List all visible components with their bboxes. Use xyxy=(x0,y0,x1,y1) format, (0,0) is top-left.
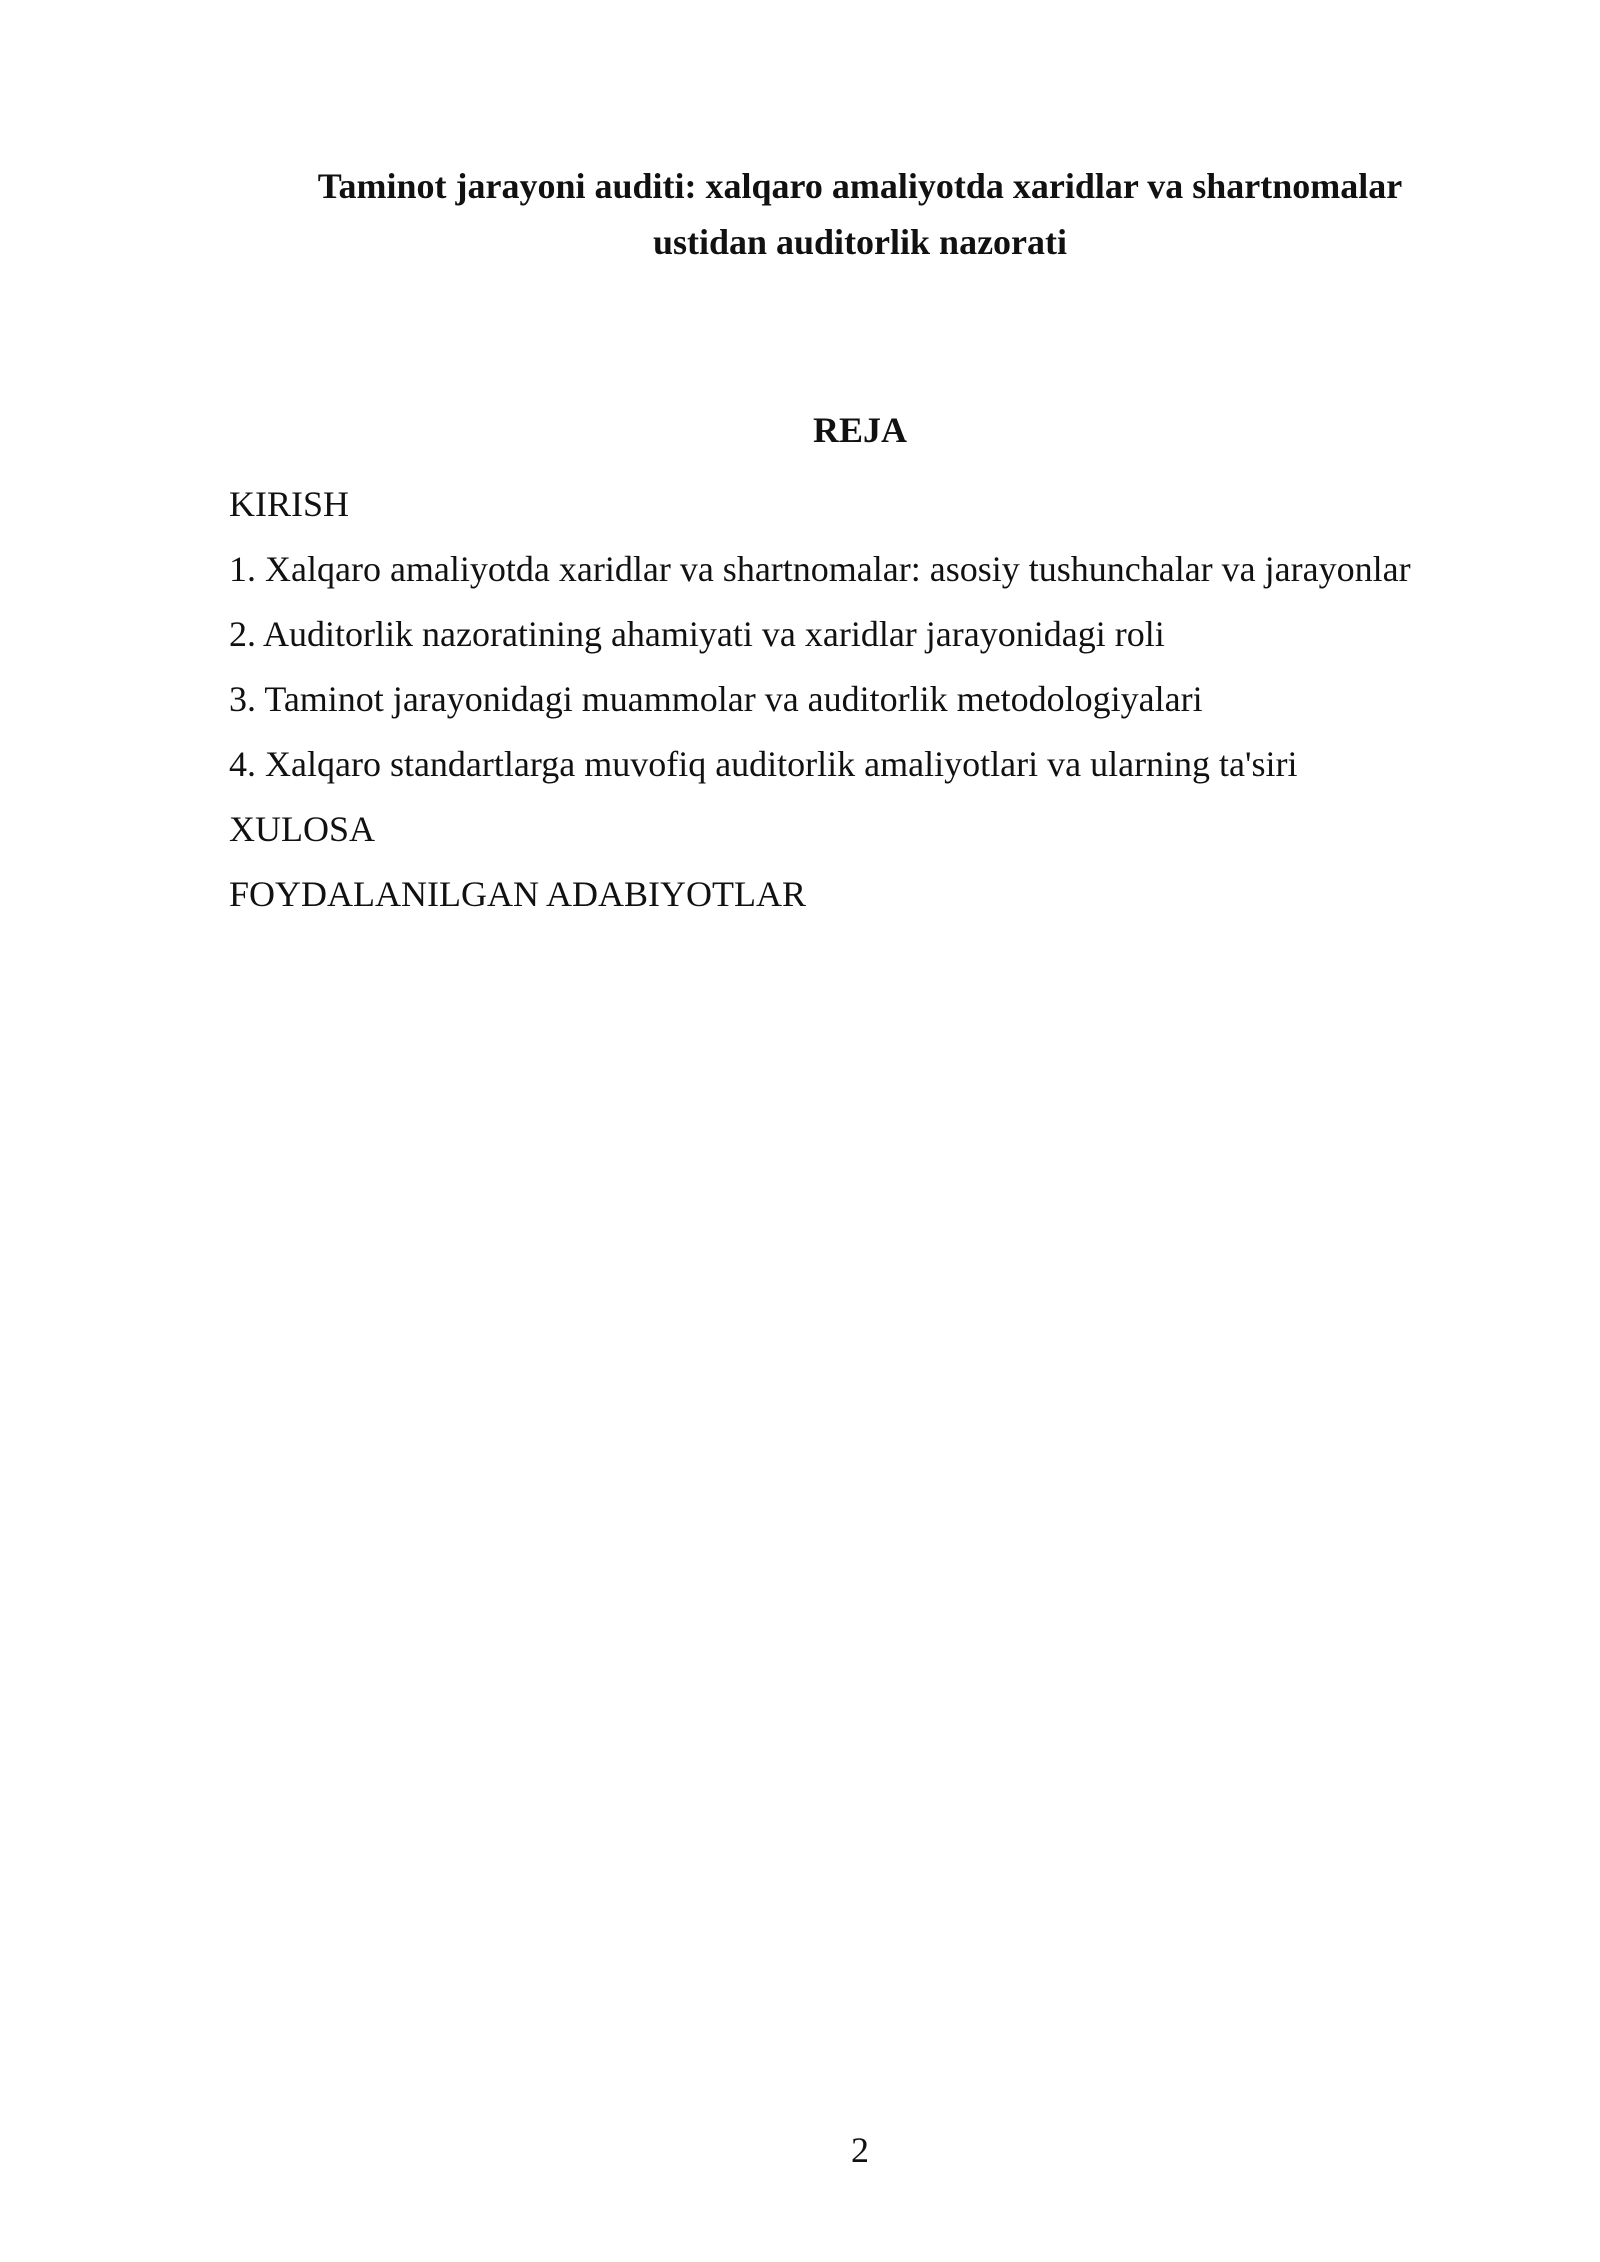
plan-heading: REJA xyxy=(812,410,907,450)
plan-item-references: FOYDALANILGAN ADABIYOTLAR xyxy=(229,874,806,914)
title-line-1: Taminot jarayoni auditi: xalqaro amaliyotda xaridlar va shartnomalar xyxy=(317,166,1403,206)
plan-item-conclusion: XULOSA xyxy=(229,809,376,849)
plan-item-2: 2. Auditorlik nazoratining ahamiyati va xaridlar jarayonidagi roli xyxy=(229,614,1165,654)
plan-item-4: 4. Xalqaro standartlarga muvofiq auditorlik amaliyotlari va ularning ta'siri xyxy=(229,744,1298,784)
title-line-2: ustidan auditorlik nazorati xyxy=(652,222,1068,262)
plan-item-1: 1. Xalqaro amaliyotda xaridlar va shartnomalar: asosiy tushunchalar va jarayonlar xyxy=(229,549,1411,589)
plan-list xyxy=(229,472,1569,927)
document-title xyxy=(260,158,1460,270)
plan-item-3: 3. Taminot jarayonidagi muammolar va auditorlik metodologiyalari xyxy=(229,679,1203,719)
page-number: 2 xyxy=(851,2130,869,2170)
plan-item-introduction: KIRISH xyxy=(229,484,350,524)
